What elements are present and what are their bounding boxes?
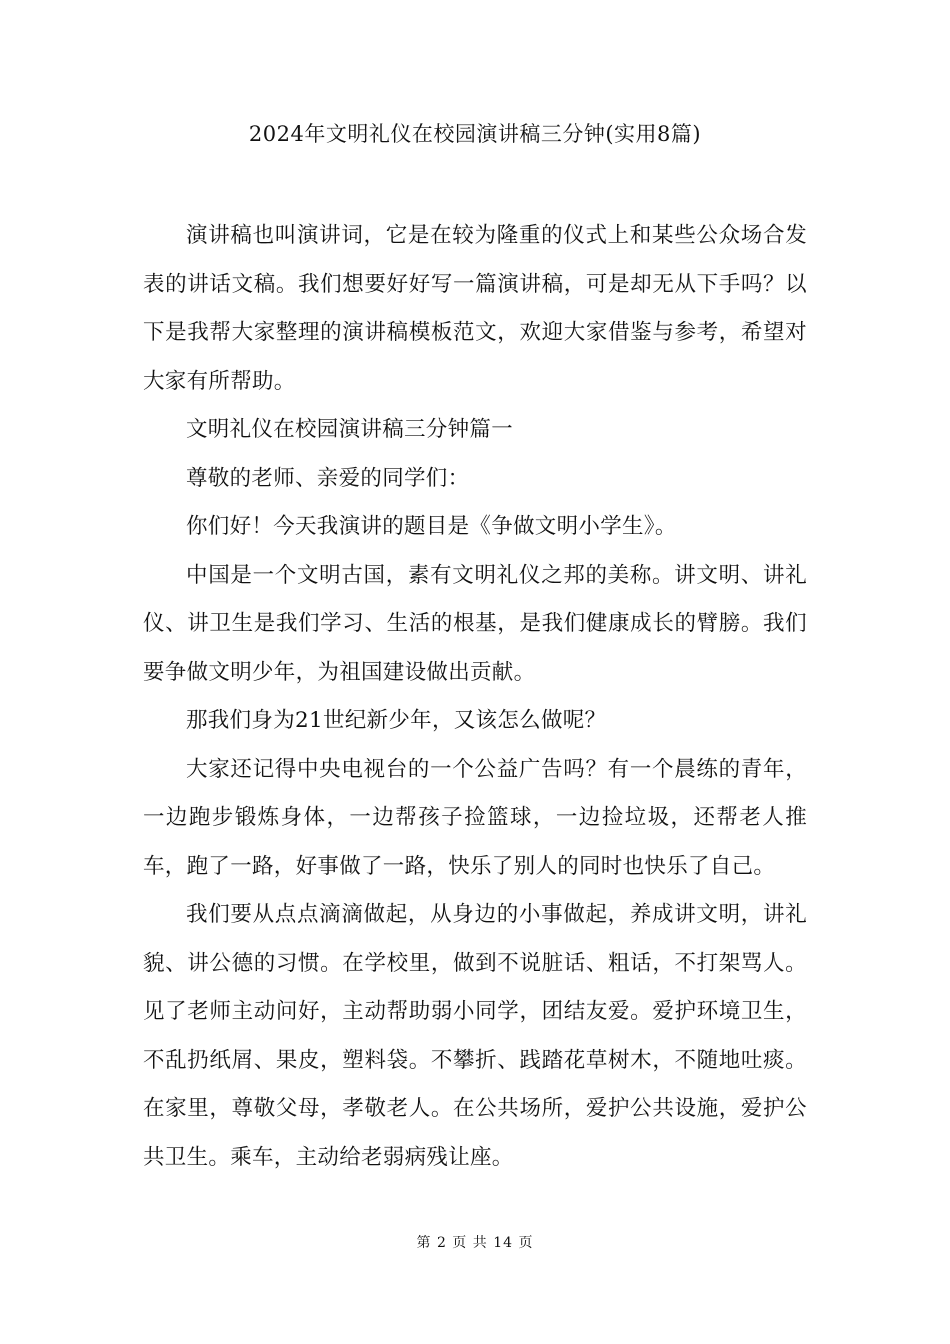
- paragraph-section-heading: 文明礼仪在校园演讲稿三分钟篇一: [186, 417, 514, 442]
- paragraph-civilization: 中国是一个文明古国，素有文明礼仪之邦的美称。讲文明、讲礼仪、讲卫生是我们学习、生活的根基，是我们健康成长的臂膀。我们要争做文明少年，为祖国建设做出贡献。: [143, 562, 807, 685]
- page-footer: 第 2 页 共 14 页: [416, 1235, 534, 1251]
- document-body: [143, 212, 807, 1182]
- paragraph-question: 那我们身为21世纪新少年，又该怎么做呢？: [186, 708, 607, 733]
- paragraph-habits: 我们要从点点滴滴做起，从身边的小事做起，养成讲文明，讲礼貌、讲公德的习惯。在学校里，做到不说脏话、粗话，不打架骂人。见了老师主动问好，主动帮助弱小同学，团结友爱。爱护环境卫生，不乱扔纸屑、果皮，塑料袋。不攀折、践踏花草树木，不随地吐痰。在家里，尊敬父母，孝敬老人。在公共场所，爱护公共设施，爱护公共卫生。乘车，主动给老弱病残让座。: [143, 902, 807, 1170]
- paragraph-greeting: 你们好！今天我演讲的题目是《争做文明小学生》。: [186, 514, 677, 539]
- paragraph-ad-story: 大家还记得中央电视台的一个公益广告吗？有一个晨练的青年，一边跑步锻炼身体，一边帮孩子捡篮球，一边捡垃圾，还帮老人推车，跑了一路，好事做了一路，快乐了别人的同时也快乐了自己。: [143, 756, 807, 879]
- paragraph-salutation: 尊敬的老师、亲爱的同学们：: [186, 465, 470, 491]
- document-title: 2024年文明礼仪在校园演讲稿三分钟(实用8篇): [248, 122, 702, 146]
- paragraph-intro: 演讲稿也叫演讲词，它是在较为隆重的仪式上和某些公众场合发表的讲话文稿。我们想要好好写一篇演讲稿，可是却无从下手吗？以下是我帮大家整理的演讲稿模板范文，欢迎大家借鉴与参考，希望对大家有所帮助。: [143, 223, 807, 394]
